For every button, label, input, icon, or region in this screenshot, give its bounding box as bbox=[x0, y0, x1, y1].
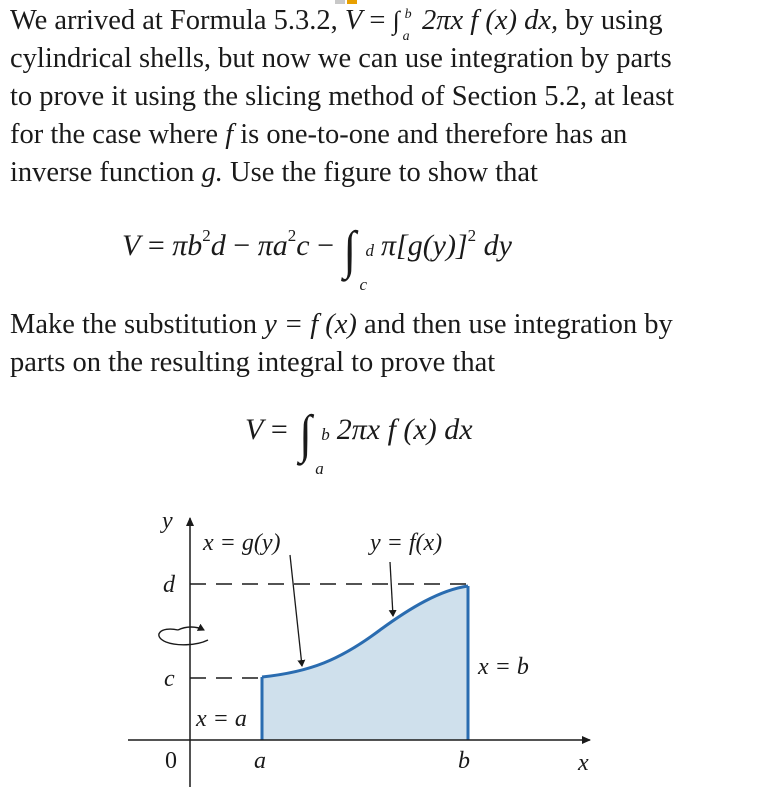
p1-line-4 bbox=[10, 116, 760, 154]
p2-substitution: y = f (x) bbox=[264, 309, 357, 340]
eq1-equals: = bbox=[147, 229, 165, 262]
p2-line-1 bbox=[10, 306, 760, 344]
pointer-g-arrow bbox=[290, 555, 302, 666]
problem-paragraph-2 bbox=[10, 306, 760, 382]
p2-line1-post: and then use integration by bbox=[364, 309, 673, 340]
eq2-int-lower: a bbox=[315, 459, 324, 478]
eq1-lhs: V bbox=[122, 229, 141, 262]
p1-line-3: to prove it using the slicing method of Section 5.2, at least bbox=[10, 81, 675, 112]
eq1-term1: πb bbox=[172, 229, 203, 262]
pointer-f-arrow bbox=[390, 562, 393, 616]
eq2-integrand: 2πx f (x) dx bbox=[336, 413, 473, 446]
eq1-term2-exp: 2 bbox=[287, 226, 297, 245]
p1-line5-pre: inverse function bbox=[10, 157, 195, 188]
p1-line5-post: Use the figure to show that bbox=[230, 157, 538, 188]
equation-volume-shells: V = ∫ b a 2πx f (x) dx bbox=[245, 404, 473, 478]
p1-line-1 bbox=[10, 2, 760, 44]
eq1-integrand: π[g(y)] bbox=[380, 229, 468, 262]
label-x-axis: x bbox=[578, 750, 589, 776]
problem-paragraph-1 bbox=[10, 2, 760, 192]
p1-formula-body: 2πx f (x) dx, bbox=[422, 5, 559, 36]
eq1-term2: πa bbox=[257, 229, 288, 262]
eq1-term1-tail: d bbox=[210, 229, 226, 262]
eq2-equals: = bbox=[270, 413, 288, 446]
tick-label-d: d bbox=[163, 572, 175, 598]
p2-line-2: parts on the resulting integral to prove that bbox=[10, 347, 496, 378]
label-x-eq-b: x = b bbox=[478, 654, 529, 680]
p1-int-upper: b bbox=[404, 7, 412, 22]
eq2-int-upper: b bbox=[321, 425, 330, 444]
eq2-lhs: V bbox=[245, 413, 264, 446]
tick-label-a: a bbox=[254, 748, 266, 774]
eq1-minus-1: − bbox=[233, 229, 251, 262]
p1-int-lower: a bbox=[402, 29, 410, 44]
eq1-term1-exp: 2 bbox=[202, 226, 211, 245]
label-y-axis: y bbox=[162, 508, 173, 534]
tick-label-c: c bbox=[164, 666, 175, 692]
equation-volume-slicing: $V = \pi b^2d - \pi a^2c$ − ∫ d c $\pi[g(y)]^2$ dy bbox=[122, 220, 512, 294]
p1-line4-f: f bbox=[225, 119, 234, 150]
eq1-term2-tail: c bbox=[296, 229, 310, 262]
figure-solid-of-revolution bbox=[0, 500, 767, 787]
p2-line1-pre: Make the substitution bbox=[10, 309, 257, 340]
eq1-int-upper: d bbox=[365, 241, 374, 260]
p1-line4-pre: for the case where bbox=[10, 119, 219, 150]
p1-line4-post: is one-to-one and therefore has an bbox=[240, 119, 628, 150]
rotation-arrow-icon bbox=[159, 627, 208, 645]
shaded-region bbox=[262, 586, 468, 740]
eq1-minus-2: − bbox=[317, 229, 334, 262]
p1-line-2: cylindrical shells, but now we can use integration by parts bbox=[10, 43, 672, 74]
label-x-eq-g-y: x = g(y) bbox=[203, 530, 281, 556]
eq1-integrand-dy: dy bbox=[483, 229, 512, 262]
p1-inline-integral: ∫ b a bbox=[393, 2, 415, 40]
p1-line-5 bbox=[10, 154, 760, 192]
p1-formula-v: V bbox=[344, 5, 363, 36]
tick-label-b: b bbox=[458, 748, 470, 774]
tick-label-0: 0 bbox=[165, 748, 177, 774]
label-x-eq-a: x = a bbox=[196, 706, 247, 732]
eq1-int-lower: c bbox=[359, 275, 368, 294]
eq1-integrand-exp: 2 bbox=[467, 226, 477, 245]
p1-line1-post: by using bbox=[565, 5, 663, 36]
p1-line1-text: We arrived at Formula 5.3.2, bbox=[10, 5, 338, 36]
p1-formula-eq: = bbox=[369, 5, 386, 36]
p1-line5-g: g. bbox=[201, 157, 223, 188]
label-y-eq-f-x: y = f(x) bbox=[370, 530, 443, 556]
